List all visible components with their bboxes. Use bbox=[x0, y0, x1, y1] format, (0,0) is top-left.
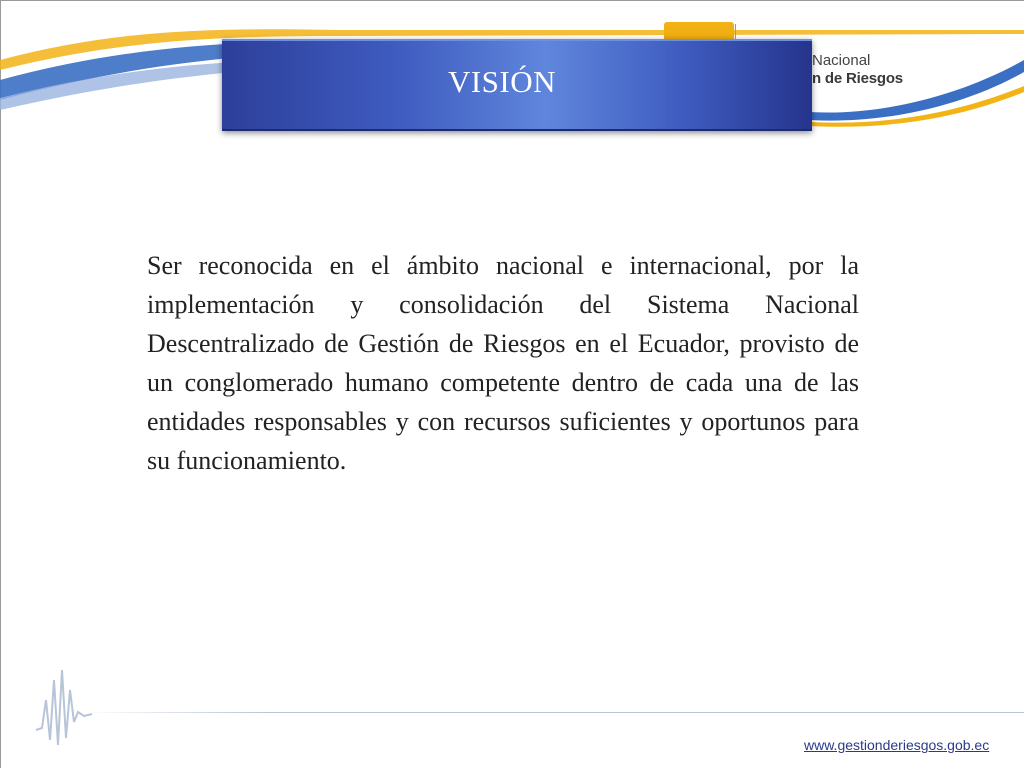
footer-website-link[interactable]: www.gestionderiesgos.gob.ec bbox=[804, 737, 990, 753]
logo-text-line2: n de Riesgos bbox=[812, 70, 903, 87]
logo-text-line1: Nacional bbox=[812, 52, 871, 69]
title-banner bbox=[222, 39, 812, 131]
footer-divider bbox=[80, 712, 1024, 713]
vision-paragraph: Ser reconocida en el ámbito nacional e internacional, por la implementación y consolidación del Sistema Nacional Descentralizado de Gestión de Riesgos en el Ecuador, provisto de un conglomerado humano competente dentro de cada una de las entidades responsables y con recursos suficientes y oportunos para su funcionamiento. bbox=[147, 251, 859, 475]
page-title: VISIÓN bbox=[447, 64, 557, 99]
seismic-pulse-icon bbox=[34, 660, 94, 750]
